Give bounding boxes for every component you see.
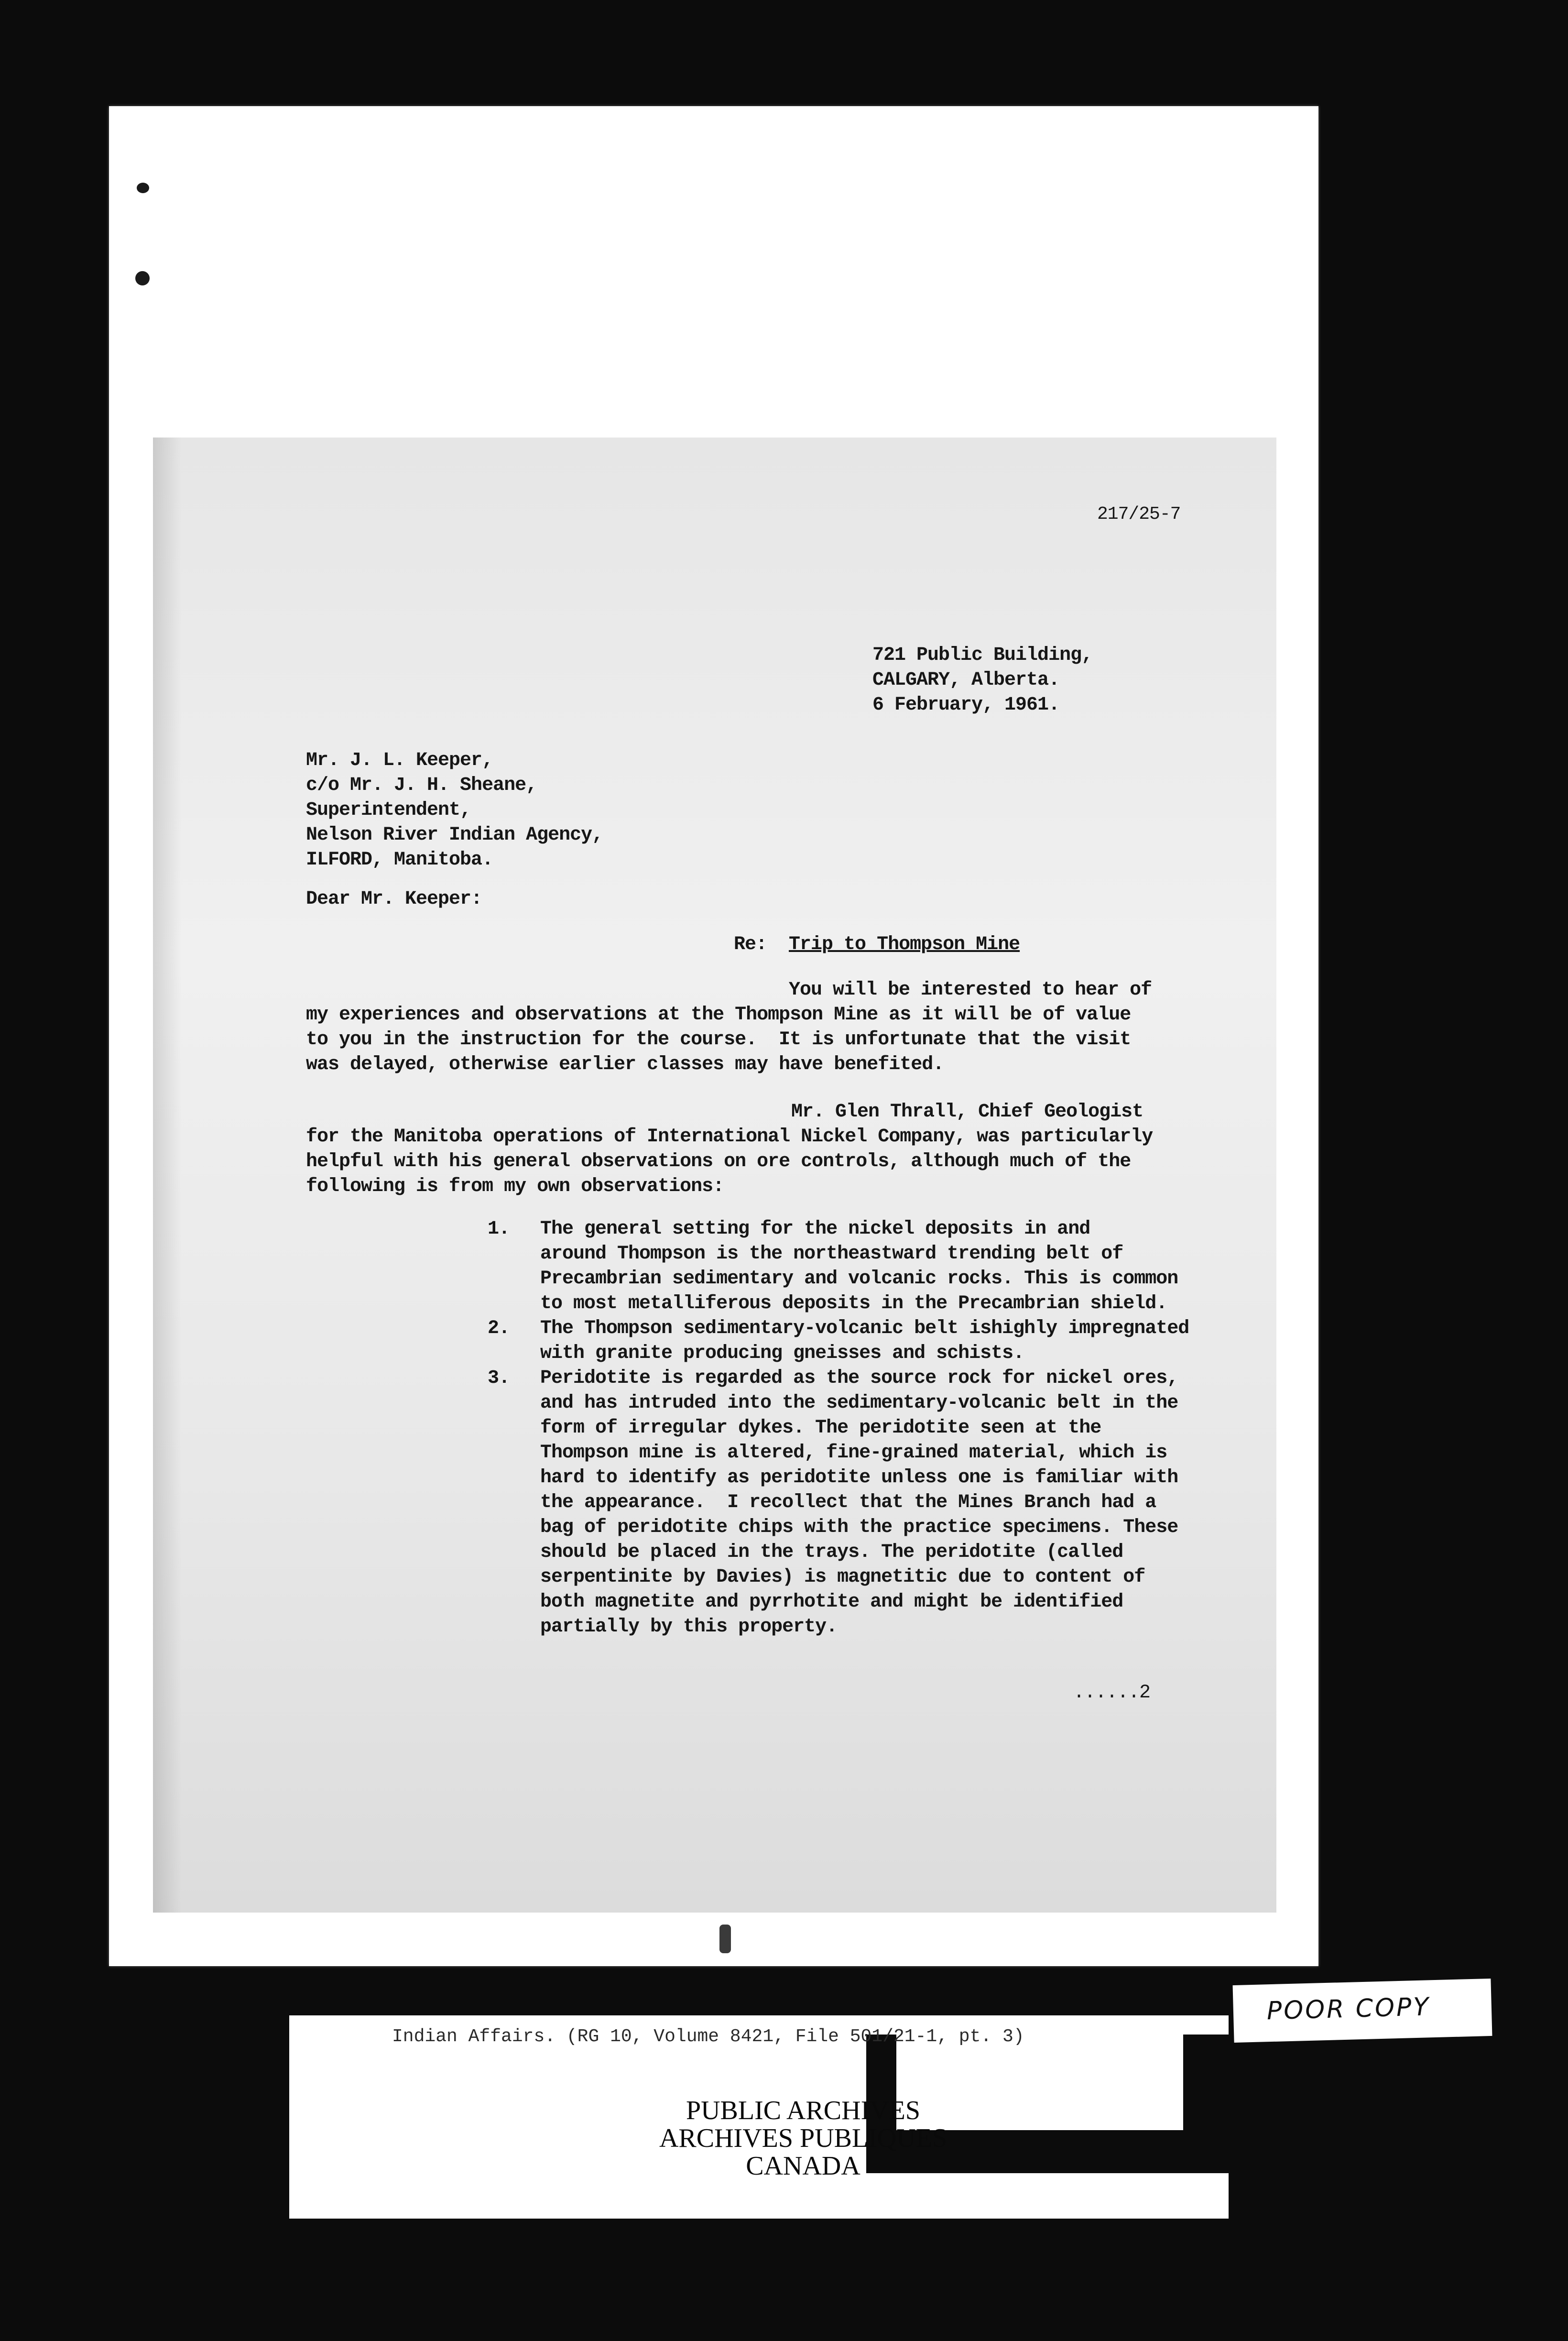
paper-clip-mark — [719, 1925, 731, 1953]
list-item-text — [540, 1316, 1189, 1366]
paragraph-line: to you in the instruction for the course. It is unfortunate that the visit — [306, 1029, 1131, 1050]
scan-shadow — [153, 438, 182, 1913]
addressee-line: Mr. J. L. Keeper, — [306, 750, 493, 771]
list-item-line: The Thompson sedimentary-volcanic belt ishighly impregnated — [540, 1318, 1189, 1339]
list-item-line: form of irregular dykes. The peridotite seen at the — [540, 1417, 1101, 1439]
paragraph-line: following is from my own observations: — [306, 1176, 724, 1197]
hole-punch-mark — [135, 271, 150, 285]
poor-copy-stamp — [1233, 1979, 1492, 2043]
hole-punch-mark — [137, 183, 149, 193]
list-item-number: 3. — [488, 1367, 510, 1389]
list-item-line: and has intruded into the sedimentary-volcanic belt in the — [540, 1392, 1178, 1414]
paragraph-line: my experiences and observations at the Thompson Mine as it will be of value — [306, 1004, 1131, 1026]
archive-name-line: PUBLIC ARCHIVES — [686, 2096, 921, 2125]
continued-marker: ......2 — [1073, 1682, 1151, 1704]
paragraph-2-first-line: Mr. Glen Thrall, Chief Geologist — [791, 1101, 1143, 1123]
list-item-text — [540, 1366, 1178, 1640]
list-item-line: both magnetite and pyrrhotite and might be identified — [540, 1591, 1123, 1613]
paragraph-2 — [306, 1125, 1153, 1199]
addressee-line: Superintendent, — [306, 799, 471, 821]
numbered-list — [488, 1217, 1252, 1640]
list-item-line: bag of peridotite chips with the practice specimens. These — [540, 1517, 1178, 1538]
list-item-line: hard to identify as peridotite unless one is familiar with — [540, 1467, 1178, 1488]
list-item-number: 2. — [488, 1318, 510, 1339]
list-item-line: partially by this property. — [540, 1616, 838, 1638]
archive-name — [516, 2097, 1090, 2180]
list-item-line: The general setting for the nickel deposits in and — [540, 1218, 1090, 1240]
paragraph-1 — [306, 1003, 1131, 1077]
list-item-line: should be placed in the trays. The peridotite (called — [540, 1542, 1123, 1563]
paragraph-line: helpful with his general observations on ore controls, although much of the — [306, 1151, 1131, 1172]
addressee-block — [306, 748, 603, 873]
paragraph-line: for the Manitoba operations of International Nickel Company, was particularly — [306, 1126, 1153, 1148]
poor-copy-text: POOR COPY — [1266, 1992, 1431, 2026]
subject-label: Re: — [734, 934, 767, 955]
list-item-line: Thompson mine is altered, fine-grained material, which is — [540, 1442, 1167, 1464]
addressee-line: c/o Mr. J. H. Sheane, — [306, 775, 537, 796]
archive-name-line: CANADA — [746, 2151, 860, 2181]
file-number: 217/25-7 — [1097, 504, 1181, 525]
subject-line — [734, 932, 1020, 957]
addressee-line: ILFORD, Manitoba. — [306, 849, 493, 871]
list-item-line: Precambrian sedimentary and volcanic rocks. This is common — [540, 1268, 1178, 1290]
list-item-line: with granite producing gneisses and schists. — [540, 1343, 1024, 1364]
archive-citation: Indian Affairs. (RG 10, Volume 8421, File 501/21-1, pt. 3) — [392, 2026, 1024, 2047]
sender-address — [872, 643, 1092, 718]
sender-address-line: CALGARY, Alberta. — [872, 669, 1060, 691]
letter-date: 6 February, 1961. — [872, 694, 1060, 716]
salutation: Dear Mr. Keeper: — [306, 888, 482, 910]
list-item-number: 1. — [488, 1218, 510, 1240]
list-item-line: the appearance. I recollect that the Mines Branch had a — [540, 1492, 1156, 1513]
paragraph-line: was delayed, otherwise earlier classes may have benefited. — [306, 1054, 944, 1075]
list-item-line: to most metalliferous deposits in the Precambrian shield. — [540, 1293, 1167, 1314]
archive-name-line: ARCHIVES PUBLIQUES — [659, 2123, 947, 2153]
paragraph-1-first-line: You will be interested to hear of — [789, 979, 1152, 1001]
list-item-line: Peridotite is regarded as the source rock for nickel ores, — [540, 1367, 1178, 1389]
list-item — [488, 1366, 1252, 1640]
subject-text: Trip to Thompson Mine — [789, 934, 1020, 955]
list-item — [488, 1316, 1252, 1366]
list-item-text — [540, 1217, 1178, 1316]
addressee-line: Nelson River Indian Agency, — [306, 824, 603, 846]
sender-address-line: 721 Public Building, — [872, 645, 1093, 666]
list-item-line: serpentinite by Davies) is magnetitic due to content of — [540, 1566, 1145, 1588]
list-item-line: around Thompson is the northeastward trending belt of — [540, 1243, 1123, 1265]
list-item — [488, 1217, 1252, 1316]
